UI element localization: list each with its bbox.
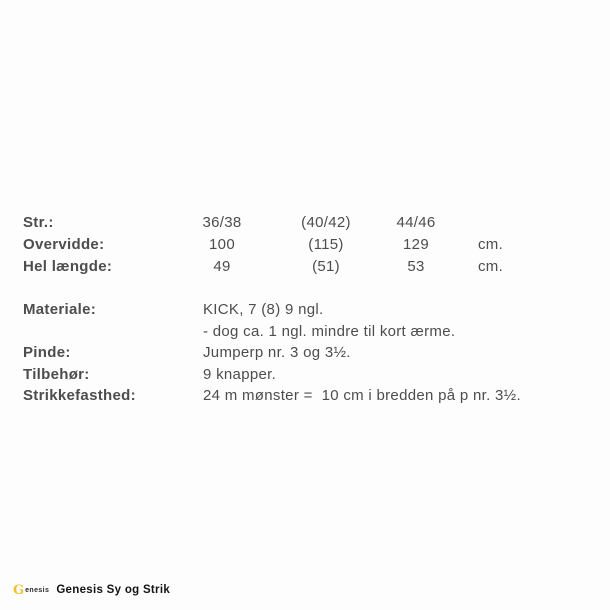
list-item [0,321,610,343]
spec-list [0,299,610,407]
logo-g-mark: G [13,582,25,598]
list-item [0,342,610,364]
size-value-2: (115) [308,236,344,253]
row-value: 24 m mønster = 10 cm i bredden på p nr. 3½. [203,387,521,405]
row-value: Jumperp nr. 3 og 3½. [203,344,351,362]
row-label: Str.: [23,214,54,231]
unit-label: cm. [478,258,504,275]
row-value: 9 knapper. [203,365,277,383]
size-table [0,212,610,278]
size-value-3: 44/46 [396,214,436,231]
size-value-3: 129 [403,236,429,253]
row-value: KICK, 7 (8) 9 ngl. [203,301,324,318]
size-value-2: (51) [312,258,340,275]
table-row [0,256,610,278]
size-value-1: 49 [213,258,231,275]
row-label: Hel længde: [23,258,113,275]
genesis-logo-icon [13,584,49,597]
row-label: Pinde: [23,344,71,362]
size-value-3: 53 [407,258,425,275]
logo-wordmark: enesis [25,586,50,594]
row-value: - dog ca. 1 ngl. mindre til kort ærme. [203,322,456,340]
row-label: Strikkefasthed: [23,387,136,405]
table-row [0,212,610,234]
size-value-2: (40/42) [301,214,351,231]
table-row [0,234,610,256]
row-label: Tilbehør: [23,365,90,383]
unit-label: cm. [478,236,504,253]
footer-brand [13,583,170,597]
size-value-1: 100 [209,236,235,253]
size-value-1: 36/38 [202,214,242,231]
list-item [0,385,610,407]
list-item [0,364,610,386]
list-item [0,299,610,321]
brand-name: Genesis Sy og Strik [56,584,171,596]
row-label: Overvidde: [23,236,105,253]
row-label: Materiale: [23,301,97,318]
